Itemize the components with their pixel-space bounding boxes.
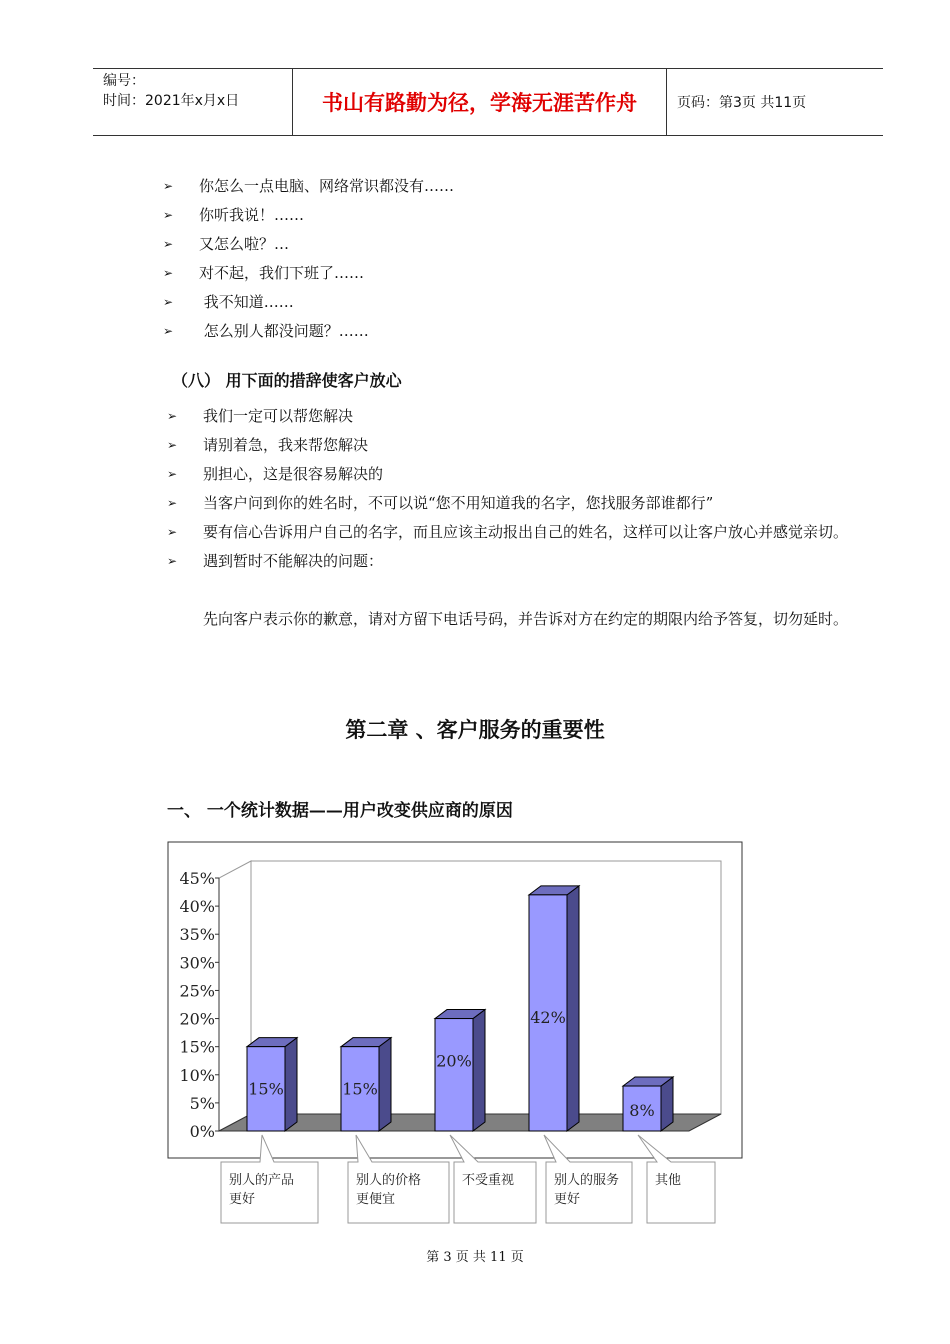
y-tick-label: 45% [179, 869, 215, 888]
arrow-bullet-icon: ➢ [163, 237, 174, 251]
list-item: ➢ 我们一定可以帮您解决 [167, 402, 887, 431]
y-tick-label: 30% [179, 953, 215, 973]
header-page-number: 页码：第3页 共11页 [677, 95, 807, 111]
bar-side [285, 1038, 297, 1131]
list-item: ➢ 对不起，我们下班了…… [163, 259, 454, 288]
bar-data-label: 15% [342, 1079, 378, 1099]
y-tick-label: 5% [189, 1093, 215, 1113]
page-header [93, 68, 883, 136]
category-label: 更好 [554, 1192, 581, 1207]
list-item: ➢ 别担心，这是很容易解决的 [167, 460, 887, 489]
arrow-bullet-icon: ➢ [167, 554, 178, 568]
arrow-bullet-icon: ➢ [167, 467, 178, 481]
arrow-bullet-icon: ➢ [163, 266, 174, 280]
section-8-paragraph: 先向客户表示你的歉意，请对方留下电话号码，并告诉对方在约定的期限内给予答复，切勿延时。 [203, 610, 849, 628]
arrow-bullet-icon: ➢ [167, 496, 178, 510]
header-number: 编号： [103, 73, 145, 89]
bar-data-label: 20% [436, 1051, 472, 1071]
list-item: ➢ 怎么别人都没问题？…… [163, 317, 454, 346]
list-item: ➢ 又怎么啦？… [163, 230, 454, 259]
bar-chart [167, 841, 767, 1245]
category-label: 不受重视 [462, 1173, 515, 1188]
category-label: 其他 [655, 1173, 682, 1188]
list-item: ➢ 请别着急，我来帮您解决 [167, 431, 887, 460]
bar-data-label: 15% [248, 1079, 284, 1099]
bar-side [379, 1038, 391, 1131]
bar-side [567, 886, 579, 1131]
header-meta [93, 69, 293, 135]
category-label: 更好 [229, 1192, 256, 1207]
list-item: ➢ 当客户问到你的姓名时，不可以说“您不用知道我的名字，您找服务部谁都行” [167, 489, 887, 518]
category-label: 更便宜 [356, 1192, 396, 1207]
bar [435, 1019, 473, 1131]
arrow-bullet-icon: ➢ [167, 409, 178, 423]
arrow-bullet-icon: ➢ [163, 208, 174, 222]
arrow-bullet-icon: ➢ [163, 324, 174, 338]
y-tick-label: 10% [179, 1065, 215, 1085]
list-item: ➢ 你怎么一点电脑、网络常识都没有…… [163, 172, 454, 201]
header-time: 时间：2021年x月x日 [103, 93, 240, 109]
section-1-heading: 一、 一个统计数据——用户改变供应商的原因 [167, 801, 513, 821]
y-tick-label: 15% [179, 1037, 215, 1057]
chapter-title: 第二章 、客户服务的重要性 [345, 717, 605, 742]
list-item: ➢ 你听我说！…… [163, 201, 454, 230]
y-tick-label: 0% [189, 1122, 215, 1141]
chart-back-wall [251, 861, 721, 1114]
y-tick-label: 40% [179, 897, 215, 917]
bar-chart-svg [167, 841, 767, 1241]
header-motto: 书山有路勤为径，学海无涯苦作舟 [293, 69, 667, 135]
arrow-bullet-icon: ➢ [167, 438, 178, 452]
arrow-bullet-icon: ➢ [163, 295, 174, 309]
page-footer: 第 3 页 共 11 页 [426, 1250, 524, 1265]
category-label: 别人的价格 [356, 1173, 422, 1188]
bar-data-label: 42% [530, 1007, 566, 1027]
y-tick-label: 35% [179, 925, 215, 945]
section-8-heading: （八） 用下面的措辞使客户放心 [172, 371, 402, 390]
list-item: ➢ 遇到暂时不能解决的问题： [167, 547, 887, 576]
complaint-phrases-list [163, 172, 454, 346]
chart-side-wall [219, 861, 251, 1131]
category-label: 别人的产品 [229, 1173, 295, 1188]
bar-side [473, 1010, 485, 1131]
y-tick-label: 25% [179, 981, 215, 1001]
list-item: ➢ 要有信心告诉用户自己的名字，而且应该主动报出自己的姓名，这样可以让客户放心并感觉亲切。 [167, 518, 887, 547]
y-tick-label: 20% [179, 1009, 215, 1029]
reassure-phrases-list [167, 402, 887, 576]
arrow-bullet-icon: ➢ [163, 179, 174, 193]
bar-data-label: 8% [629, 1101, 655, 1121]
category-label: 别人的服务 [554, 1173, 620, 1188]
list-item: ➢ 我不知道…… [163, 288, 454, 317]
arrow-bullet-icon: ➢ [167, 525, 178, 539]
